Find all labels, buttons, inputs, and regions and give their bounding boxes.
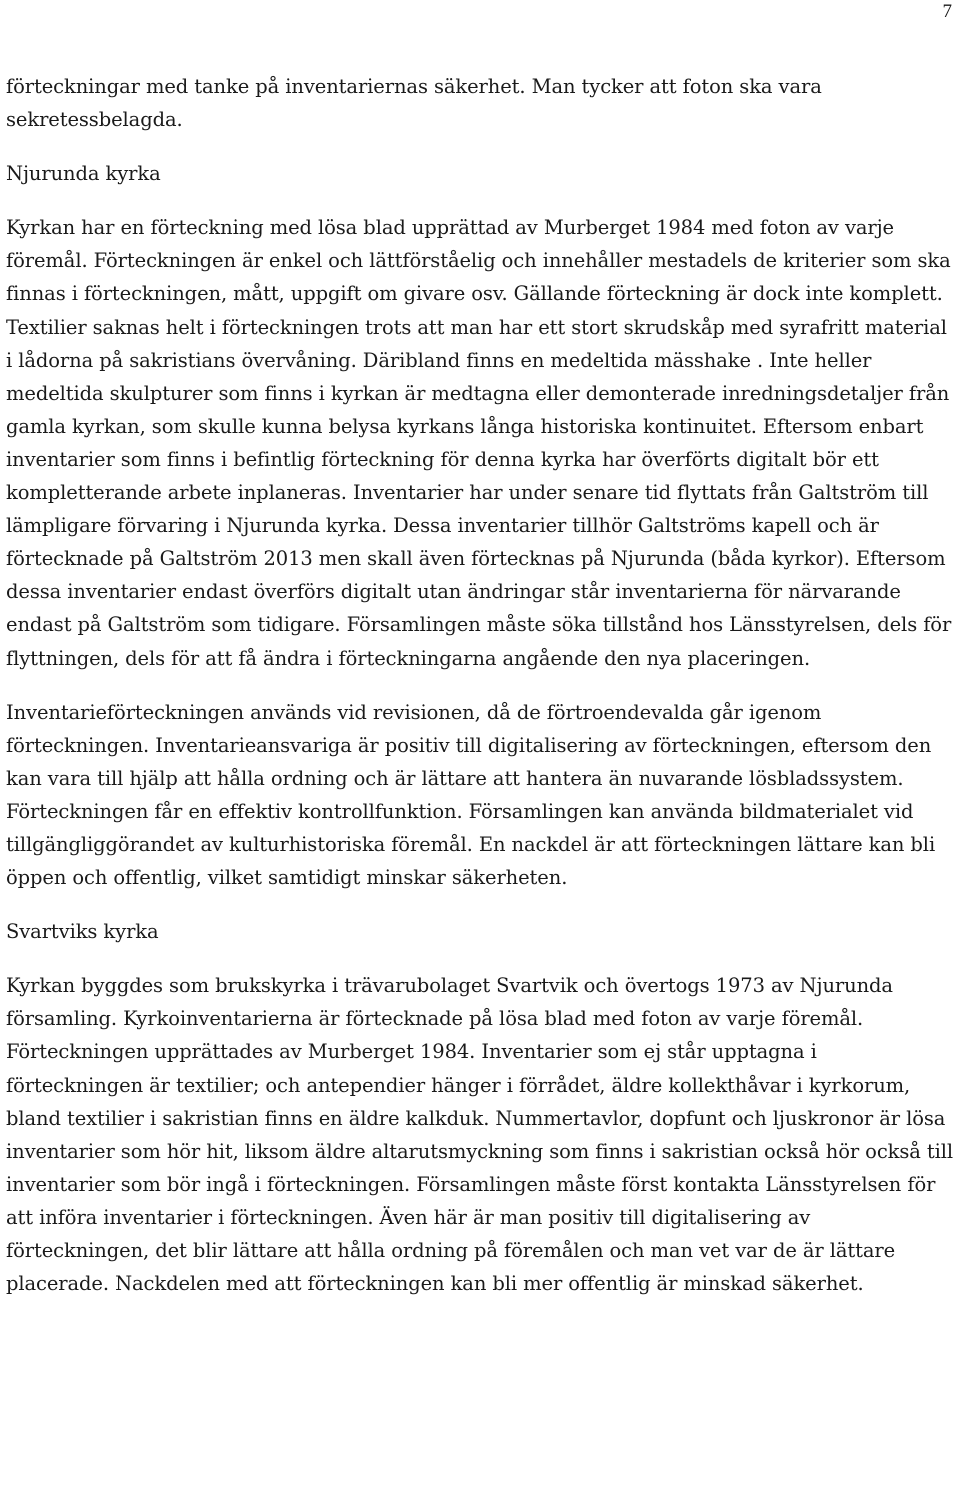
svartvik-paragraph-1: Kyrkan byggdes som brukskyrka i trävarubolaget Svartvik och övertogs 1973 av Njurunda församling. Kyrkoinventarierna är förtecknade på lösa blad med foton av varje föremål. Förteckningen upprättades av Murberget 1984. Inventarier som ej står upptagna i förteckningen är textilier; och antependier hänger i förrådet, äldre kollekthåvar i kyrkorum, bland textilier i sakristian finns en äldre kalkduk. Nummertavlor, dopfunt och ljuskronor är lösa inventarier som hör hit, liksom äldre altarutsmyckning som finns i sakristian också hör också till inventarier som bör ingå i förteckningen. Församlingen måste först kontakta Länsstyrelsen för att införa inventarier i förteckningen. Även här är man positiv till digitalisering av förteckningen, det blir lättare att hålla ordning på föremålen och man vet var de är lättare placerade. Nackdelen med att förteckningen kan bli mer offentlig är minskad säkerhet. [6, 974, 954, 1296]
page-number: 7 [942, 1, 952, 22]
document-body [6, 70, 958, 1300]
njurunda-paragraph-1: Kyrkan har en förteckning med lösa blad upprättad av Murberget 1984 med foton av varje föremål. Förteckningen är enkel och lättförståelig och innehåller mestadels de kriterier som ska finnas i förteckningen, mått, uppgift om givare osv. Gällande förteckning är dock inte komplett. Textilier saknas helt i förteckningen trots att man har ett stort skrudskåp med syrafritt material i lådorna på sakristians övervåning. Däribland finns en medeltida mässhake . Inte heller medeltida skulpturer som finns i kyrkan är medtagna eller demonterade inredningsdetaljer från gamla kyrkan, som skulle kunna belysa kyrkans långa historiska kontinuitet. Eftersom enbart inventarier som finns i befintlig förteckning för denna kyrka har överförts digitalt bör ett kompletterande arbete inplaneras. Inventarier har under senare tid flyttats från Galtström till lämpligare förvaring i Njurunda kyrka. Dessa inventarier tillhör Galtströms kapell och är förtecknade på Galtström 2013 men skall även förtecknas på Njurunda (båda kyrkor). Eftersom dessa inventarier endast överförs digitalt utan ändringar står inventarierna för närvarande endast på Galtström som tidigare. Församlingen måste söka tillstånd hos Länsstyrelsen, dels för flyttningen, dels för att få ändra i förteckningarna angående den nya placeringen. [6, 216, 952, 670]
section-heading-svartvik: Svartviks kyrka [6, 920, 159, 944]
intro-paragraph: förteckningar med tanke på inventariernas säkerhet. Man tycker att foton ska vara sekretessbelagda. [6, 75, 822, 132]
njurunda-paragraph-2: Inventarieförteckningen används vid revisionen, då de förtroendevalda går igenom förteckningen. Inventarieansvariga är positiv till digitalisering av förteckningen, eftersom den kan vara till hjälp att hålla ordning och är lättare att hantera än nuvarande lösbladssystem. Förteckningen får en effektiv kontrollfunktion. Församlingen kan använda bildmaterialet vid tillgängliggörandet av kulturhistoriska föremål. En nackdel är att förteckningen lättare kan bli öppen och offentlig, vilket samtidigt minskar säkerheten. [6, 700, 936, 890]
section-heading-njurunda: Njurunda kyrka [6, 162, 161, 186]
